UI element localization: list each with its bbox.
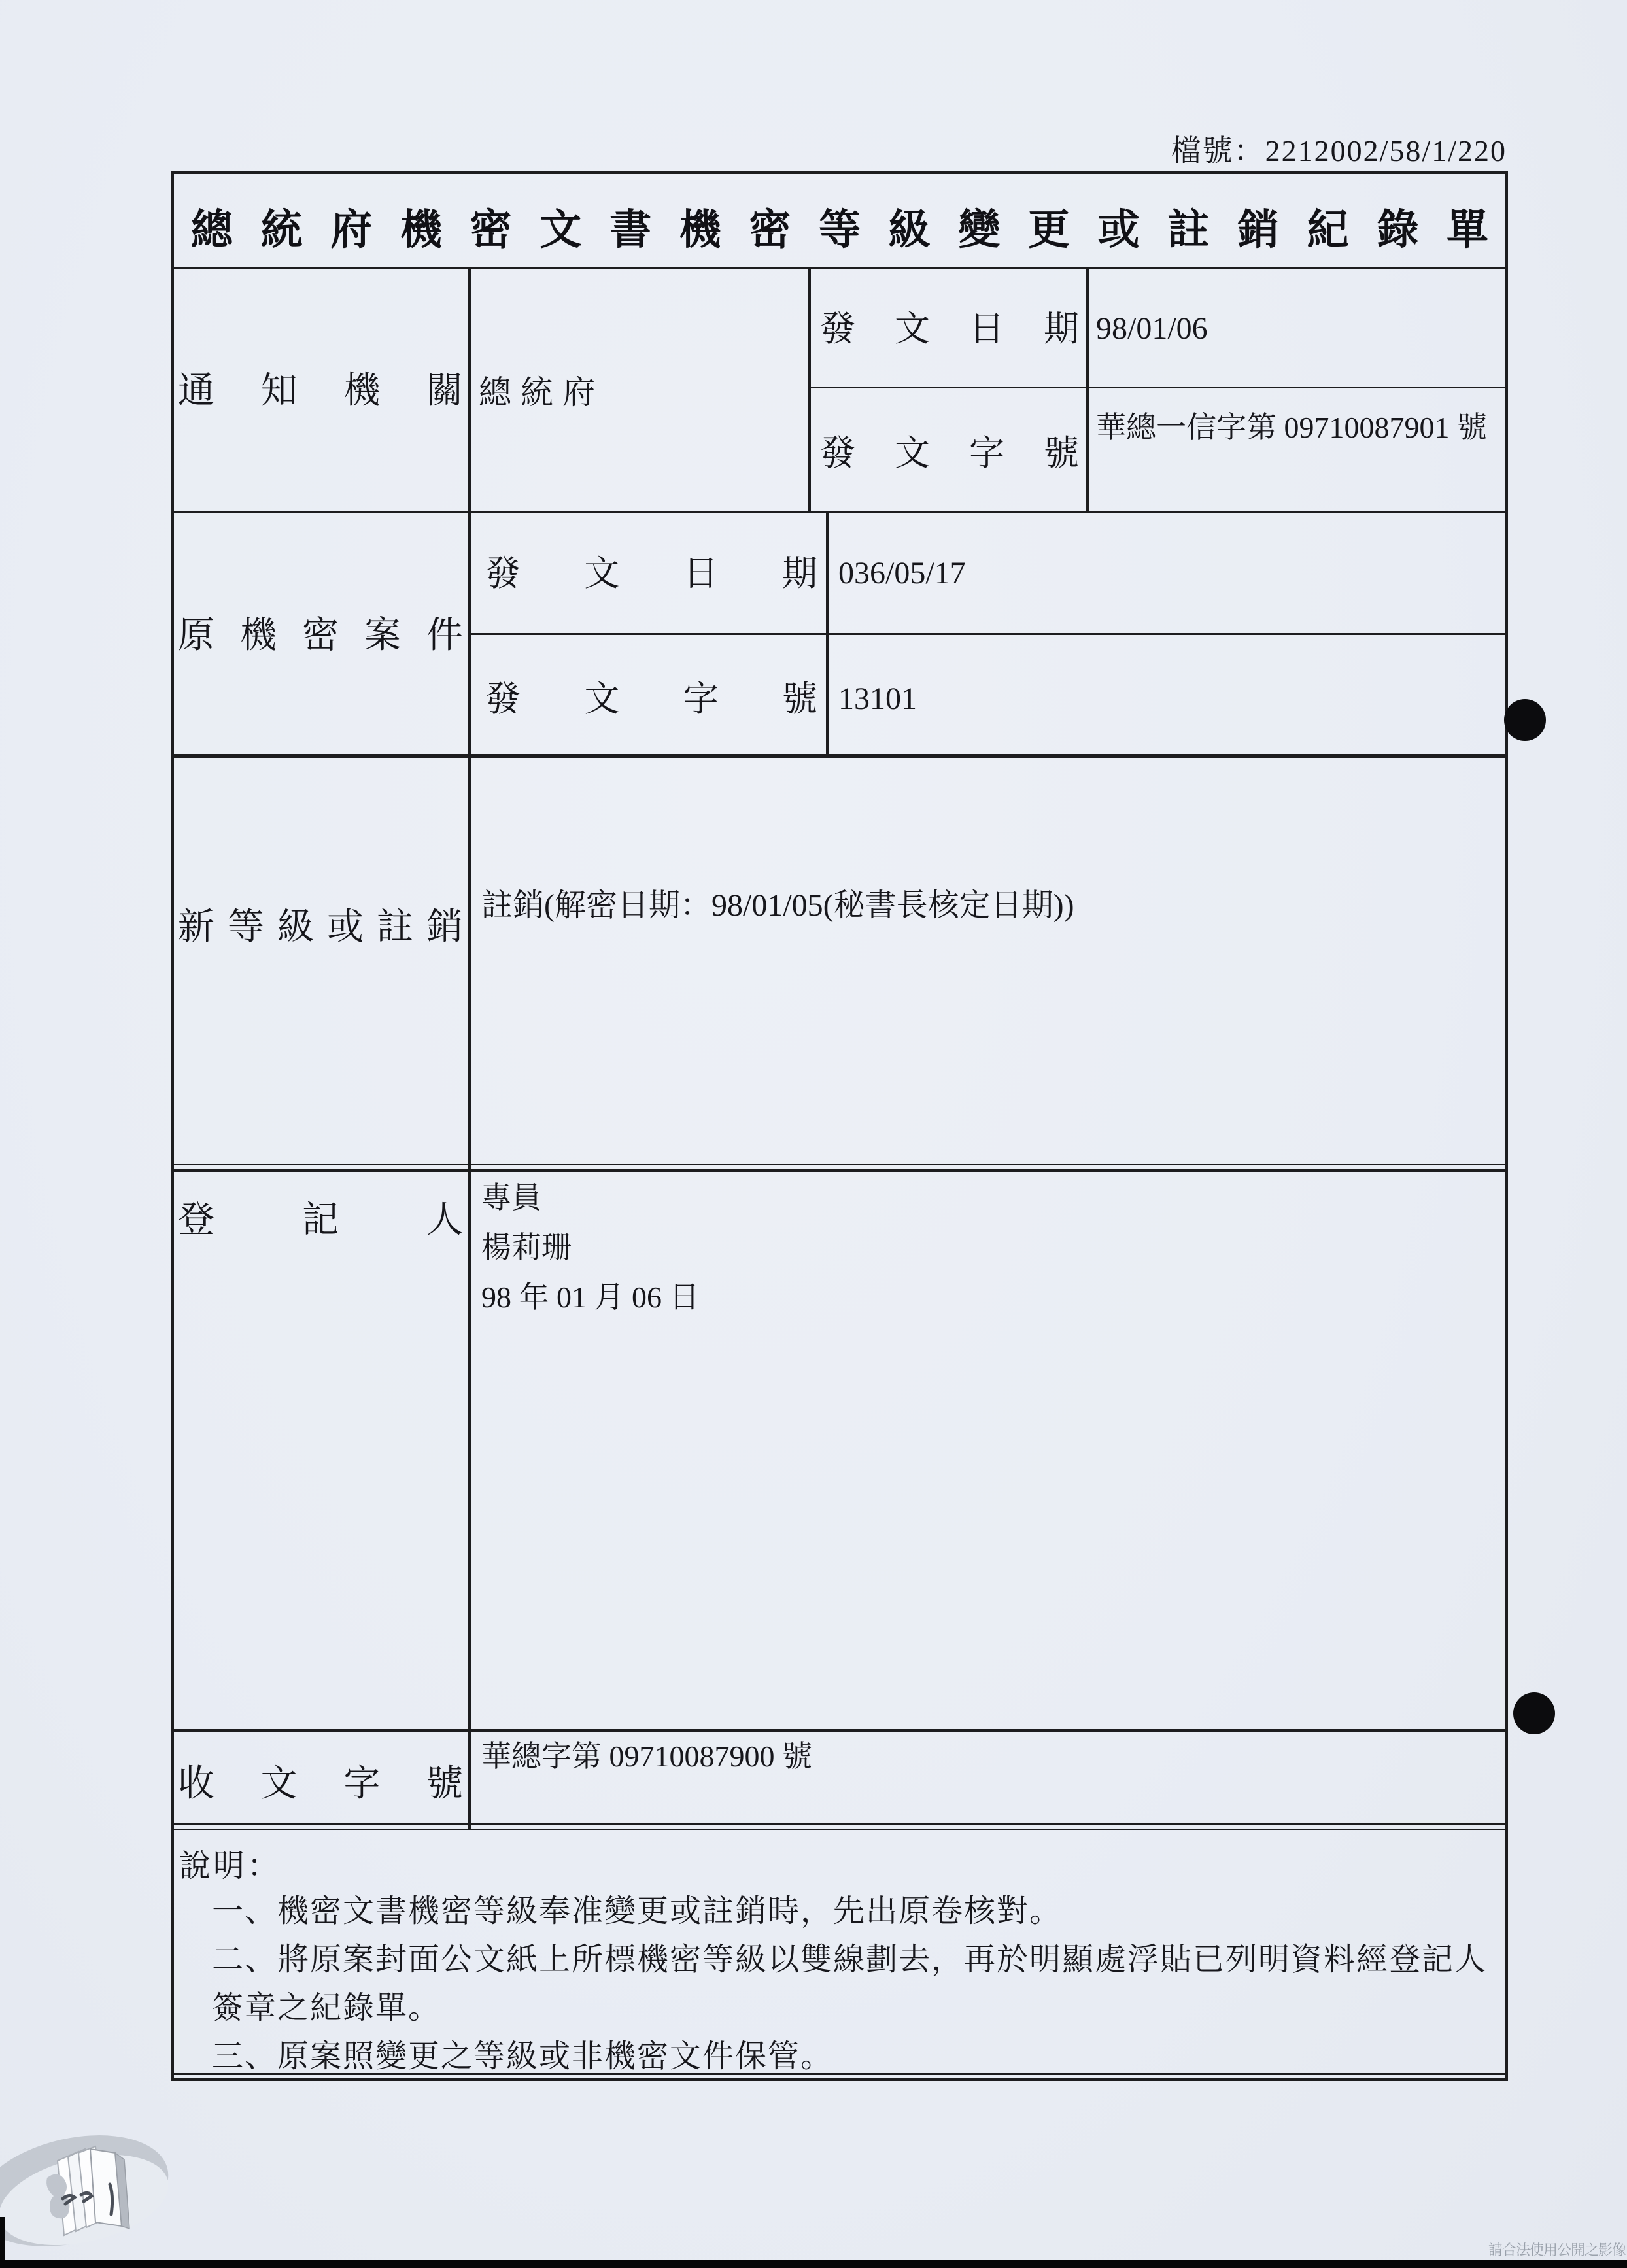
note-item-1: 一、機密文書機密等級奉准變更或註銷時，先出原卷核對。 [212,1894,1063,1929]
hole-punch-bottom [1513,1692,1555,1734]
grid-line-row4-bottom [171,1729,1508,1732]
grid-line-row2-bottom [171,754,1508,758]
notify-agency-value: 總統府 [479,374,604,411]
table-border-right [1505,171,1508,2081]
note-item-3: 三、原案照變更之等級或非機密文件保管。 [212,2039,834,2074]
original-issue-number-value: 13101 [838,681,917,716]
note-item-2: 二、將原案封面公文紙上所標機密等級以雙線劃去，再於明顯處浮貼已列明資料經登記人簽章之紀錄單。 [212,1942,1488,2025]
grid-line-col1 [468,267,471,1829]
grid-line-row2-sub [468,633,1508,635]
grid-line-row1-col3 [1086,267,1089,512]
receipt-number-value: 華總字第 09710087900 號 [481,1740,812,1773]
original-issue-date-label: 發文日期 [485,554,817,593]
grid-line-row3-bottom-b [171,1169,1508,1172]
books-watermark-icon [0,2127,183,2258]
notify-issue-number-value: 華總一信字第 09710087901 號 [1096,411,1487,444]
grid-line-row5-bottom-b [171,1829,1508,1830]
registrar-name: 楊莉珊 [481,1231,572,1264]
notes-list [212,1887,1512,2081]
table-border-top [171,171,1508,174]
document-title: 總統府機密文書機密等級變更或註銷紀錄單 [191,207,1488,253]
table-border-left [171,171,174,2081]
original-issue-date-value: 036/05/17 [838,556,966,591]
file-number: 檔號：2212002/58/1/220 [1171,134,1507,167]
grid-line-row3-bottom-a [171,1164,1508,1165]
usage-note: 請合法使用公開之影像 [1488,2242,1626,2258]
registrar-date: 98 年 01 月 06 日 [481,1280,700,1314]
new-classification-value: 註銷(解密日期：98/01/05(秘書長核定日期)) [481,888,1074,923]
scan-edge-left [0,2217,5,2268]
grid-line-row5-bottom-a [171,1823,1508,1825]
notify-issue-date-label: 發文日期 [820,309,1079,349]
scan-edge-bottom [0,2260,1627,2268]
registrar-position: 專員 [481,1181,541,1214]
original-issue-number-label: 發文字號 [485,679,817,719]
notify-issue-number-label: 發文字號 [820,434,1079,473]
grid-line-row1-sub [808,387,1508,388]
grid-line-row1-col2 [808,267,811,512]
original-case-label: 原機密案件 [178,615,463,656]
notes-heading: 說明： [179,1849,282,1883]
registrar-block [481,1173,700,1322]
hole-punch-top [1504,699,1546,741]
archives-logo [0,2127,183,2258]
notify-agency-label: 通知機關 [178,371,463,411]
grid-line-row1-bottom [171,511,1508,513]
notify-issue-date-value: 98/01/06 [1096,311,1208,346]
new-classification-label: 新等級或註銷 [178,907,463,948]
registrar-label: 登記人 [178,1200,463,1241]
grid-line-title-bottom [171,267,1508,269]
receipt-number-label: 收文字號 [178,1764,463,1804]
